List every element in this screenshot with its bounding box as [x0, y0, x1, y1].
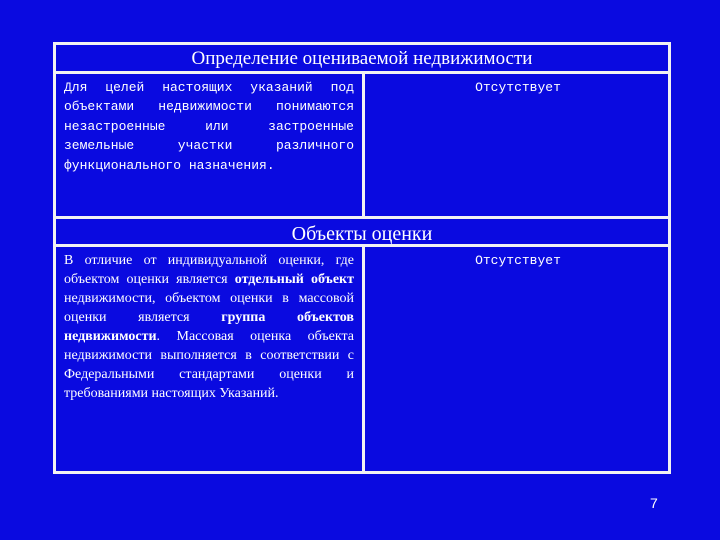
definition-status: Отсутствует: [475, 80, 561, 95]
column-divider: [362, 247, 365, 474]
objects-text-part: недвижимости, объектом оценки в массовой оценки является: [64, 291, 354, 325]
definition-text: Для целей настоящих указаний под объектами недвижимости понимаются незастроенные или застроенные земельные участки различного функционального назначения.: [64, 80, 354, 173]
objects-text-part: В отличие от индивидуальной оценки, где объектом оценки является: [64, 253, 354, 287]
objects-text-emphasis: группа объектов недвижимости: [64, 310, 354, 344]
objects-text-emphasis: отдельный объект: [234, 272, 354, 287]
section-header-objects: Объекты оценки: [56, 216, 668, 247]
objects-text: [64, 251, 354, 403]
objects-text-part: . Массовая оценка объекта недвижимости выполняется в соответствии с Федеральными стандартами оценки и требованиями настоящих Указаний.: [64, 329, 354, 401]
objects-status: Отсутствует: [475, 253, 561, 268]
page-number: 7: [650, 495, 658, 511]
section-header-definition: Определение оцениваемой недвижимости: [56, 45, 668, 74]
comparison-table: [53, 42, 671, 474]
